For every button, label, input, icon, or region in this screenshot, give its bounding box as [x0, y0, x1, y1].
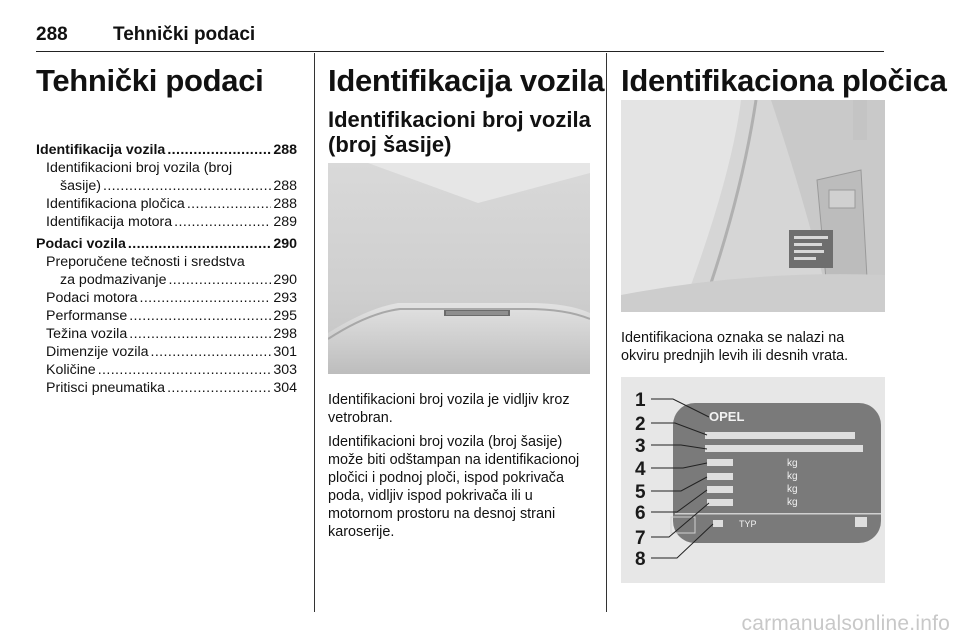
- toc-entry[interactable]: [36, 307, 297, 325]
- toc-entry-label: Podaci vozila: [36, 236, 126, 252]
- plate-text: [621, 329, 883, 371]
- toc-leader-dots: [187, 195, 272, 213]
- door-frame-plate-photo: [621, 100, 885, 312]
- toc-page-number: 290: [273, 272, 297, 288]
- vin-paragraph-2: Identifikacioni broj vozila (broj šasije) može biti odštampan na identifikacionoj pločici i podnoj ploči, ispod pokrivača poda, vidljiv ispod pokrivača ili u motornom prostoru na desnoj strani karoserije.: [328, 434, 580, 540]
- subsection-title-vin: Identifikacioni broj vozila (broj šasije): [328, 107, 591, 157]
- toc-entry[interactable]: [36, 289, 297, 307]
- toc-entry-label: Performanse: [46, 308, 128, 324]
- plate-type-label: TYP: [739, 519, 757, 529]
- toc-leader-dots: [128, 235, 271, 253]
- kg-label-3: kg: [787, 484, 798, 495]
- toc-entry[interactable]: [36, 253, 297, 271]
- toc-page-number: 303: [273, 362, 297, 378]
- toc-entry-label: Identifikaciona pločica: [46, 196, 185, 212]
- toc-entry-label: Pritisci pneumatika: [46, 380, 166, 396]
- toc-leader-dots: [174, 213, 271, 231]
- callout-6: 6: [635, 503, 646, 524]
- toc-leader-dots: [129, 325, 271, 343]
- toc-entry[interactable]: [36, 195, 297, 213]
- toc-leader-dots: [151, 343, 272, 361]
- toc-entry[interactable]: [36, 343, 297, 361]
- toc-page-number: 290: [273, 236, 297, 252]
- windscreen-vin-photo: [328, 163, 590, 374]
- toc-entry-label: Dimenzije vozila: [46, 344, 149, 360]
- toc-page-number: 295: [273, 308, 297, 324]
- toc-entry-continuation[interactable]: [36, 271, 297, 289]
- toc-leader-dots: [129, 307, 271, 325]
- id-plate-diagram: [621, 377, 885, 583]
- toc-entry[interactable]: [36, 325, 297, 343]
- callout-8: 8: [635, 549, 646, 570]
- toc-leader-dots: [167, 141, 271, 159]
- toc-leader-dots: [103, 177, 271, 195]
- vin-paragraph-1: Identifikacioni broj vozila je vidljiv kroz vetrobran.: [328, 392, 570, 426]
- toc-page-number: 288: [273, 142, 297, 158]
- running-header-title: Tehnički podaci: [113, 24, 256, 45]
- toc-entry[interactable]: [36, 159, 297, 177]
- kg-label-1: kg: [787, 458, 798, 469]
- toc-page-number: 293: [273, 290, 297, 306]
- toc-entry-label: Preporučene tečnosti i sredstva: [46, 254, 245, 270]
- toc-entry-label: Podaci motora: [46, 290, 138, 306]
- toc-entry-label: Količine: [46, 362, 96, 378]
- toc-leader-dots: [168, 271, 271, 289]
- toc-entry-continuation[interactable]: [36, 177, 297, 195]
- plate-brand-text: OPEL: [709, 409, 745, 424]
- watermark-text: carmanualsonline.info: [741, 612, 950, 635]
- callout-2: 2: [635, 414, 646, 435]
- toc-entry-label: Identifikacija vozila: [36, 142, 166, 158]
- callout-3: 3: [635, 436, 646, 457]
- toc-entry-label: Identifikacioni broj vozila (broj: [46, 160, 233, 176]
- toc-entry[interactable]: [36, 379, 297, 397]
- toc-section-entry[interactable]: [36, 141, 297, 159]
- toc-page-number: 298: [273, 326, 297, 342]
- toc-page-number: 288: [273, 196, 297, 212]
- toc-section-entry[interactable]: [36, 235, 297, 253]
- header-rule: [36, 51, 884, 52]
- column-divider-1: [314, 53, 315, 612]
- callout-1: 1: [635, 390, 646, 411]
- plate-paragraph: Identifikaciona oznaka se nalazi na okviru prednjih levih ili desnih vrata.: [621, 330, 849, 364]
- toc-leader-dots: [139, 289, 271, 307]
- chapter-title: Tehnički podaci: [36, 63, 264, 98]
- kg-label-2: kg: [787, 471, 798, 482]
- page-number: 288: [36, 24, 68, 45]
- table-of-contents: [36, 141, 297, 397]
- callout-4: 4: [635, 459, 646, 480]
- section-title-id-plate: Identifikaciona pločica: [621, 63, 947, 98]
- vin-text: [328, 391, 593, 547]
- toc-page-number: 304: [273, 380, 297, 396]
- toc-entry[interactable]: [36, 361, 297, 379]
- toc-entry[interactable]: [36, 213, 297, 231]
- toc-entry-label: Težina vozila: [46, 326, 128, 342]
- toc-entry-label: Identifikacija motora: [46, 214, 173, 230]
- toc-entry-label: za podmazivanje: [60, 272, 167, 288]
- toc-entry-label: šasije): [60, 178, 101, 194]
- kg-label-4: kg: [787, 497, 798, 508]
- column-divider-2: [606, 53, 607, 612]
- toc-page-number: 301: [273, 344, 297, 360]
- callout-5: 5: [635, 482, 646, 503]
- toc-page-number: 289: [273, 214, 297, 230]
- section-title-vehicle-id: Identifikacija vozila: [328, 63, 605, 98]
- toc-leader-dots: [98, 361, 272, 379]
- toc-leader-dots: [167, 379, 271, 397]
- callout-7: 7: [635, 528, 646, 549]
- toc-page-number: 288: [273, 178, 297, 194]
